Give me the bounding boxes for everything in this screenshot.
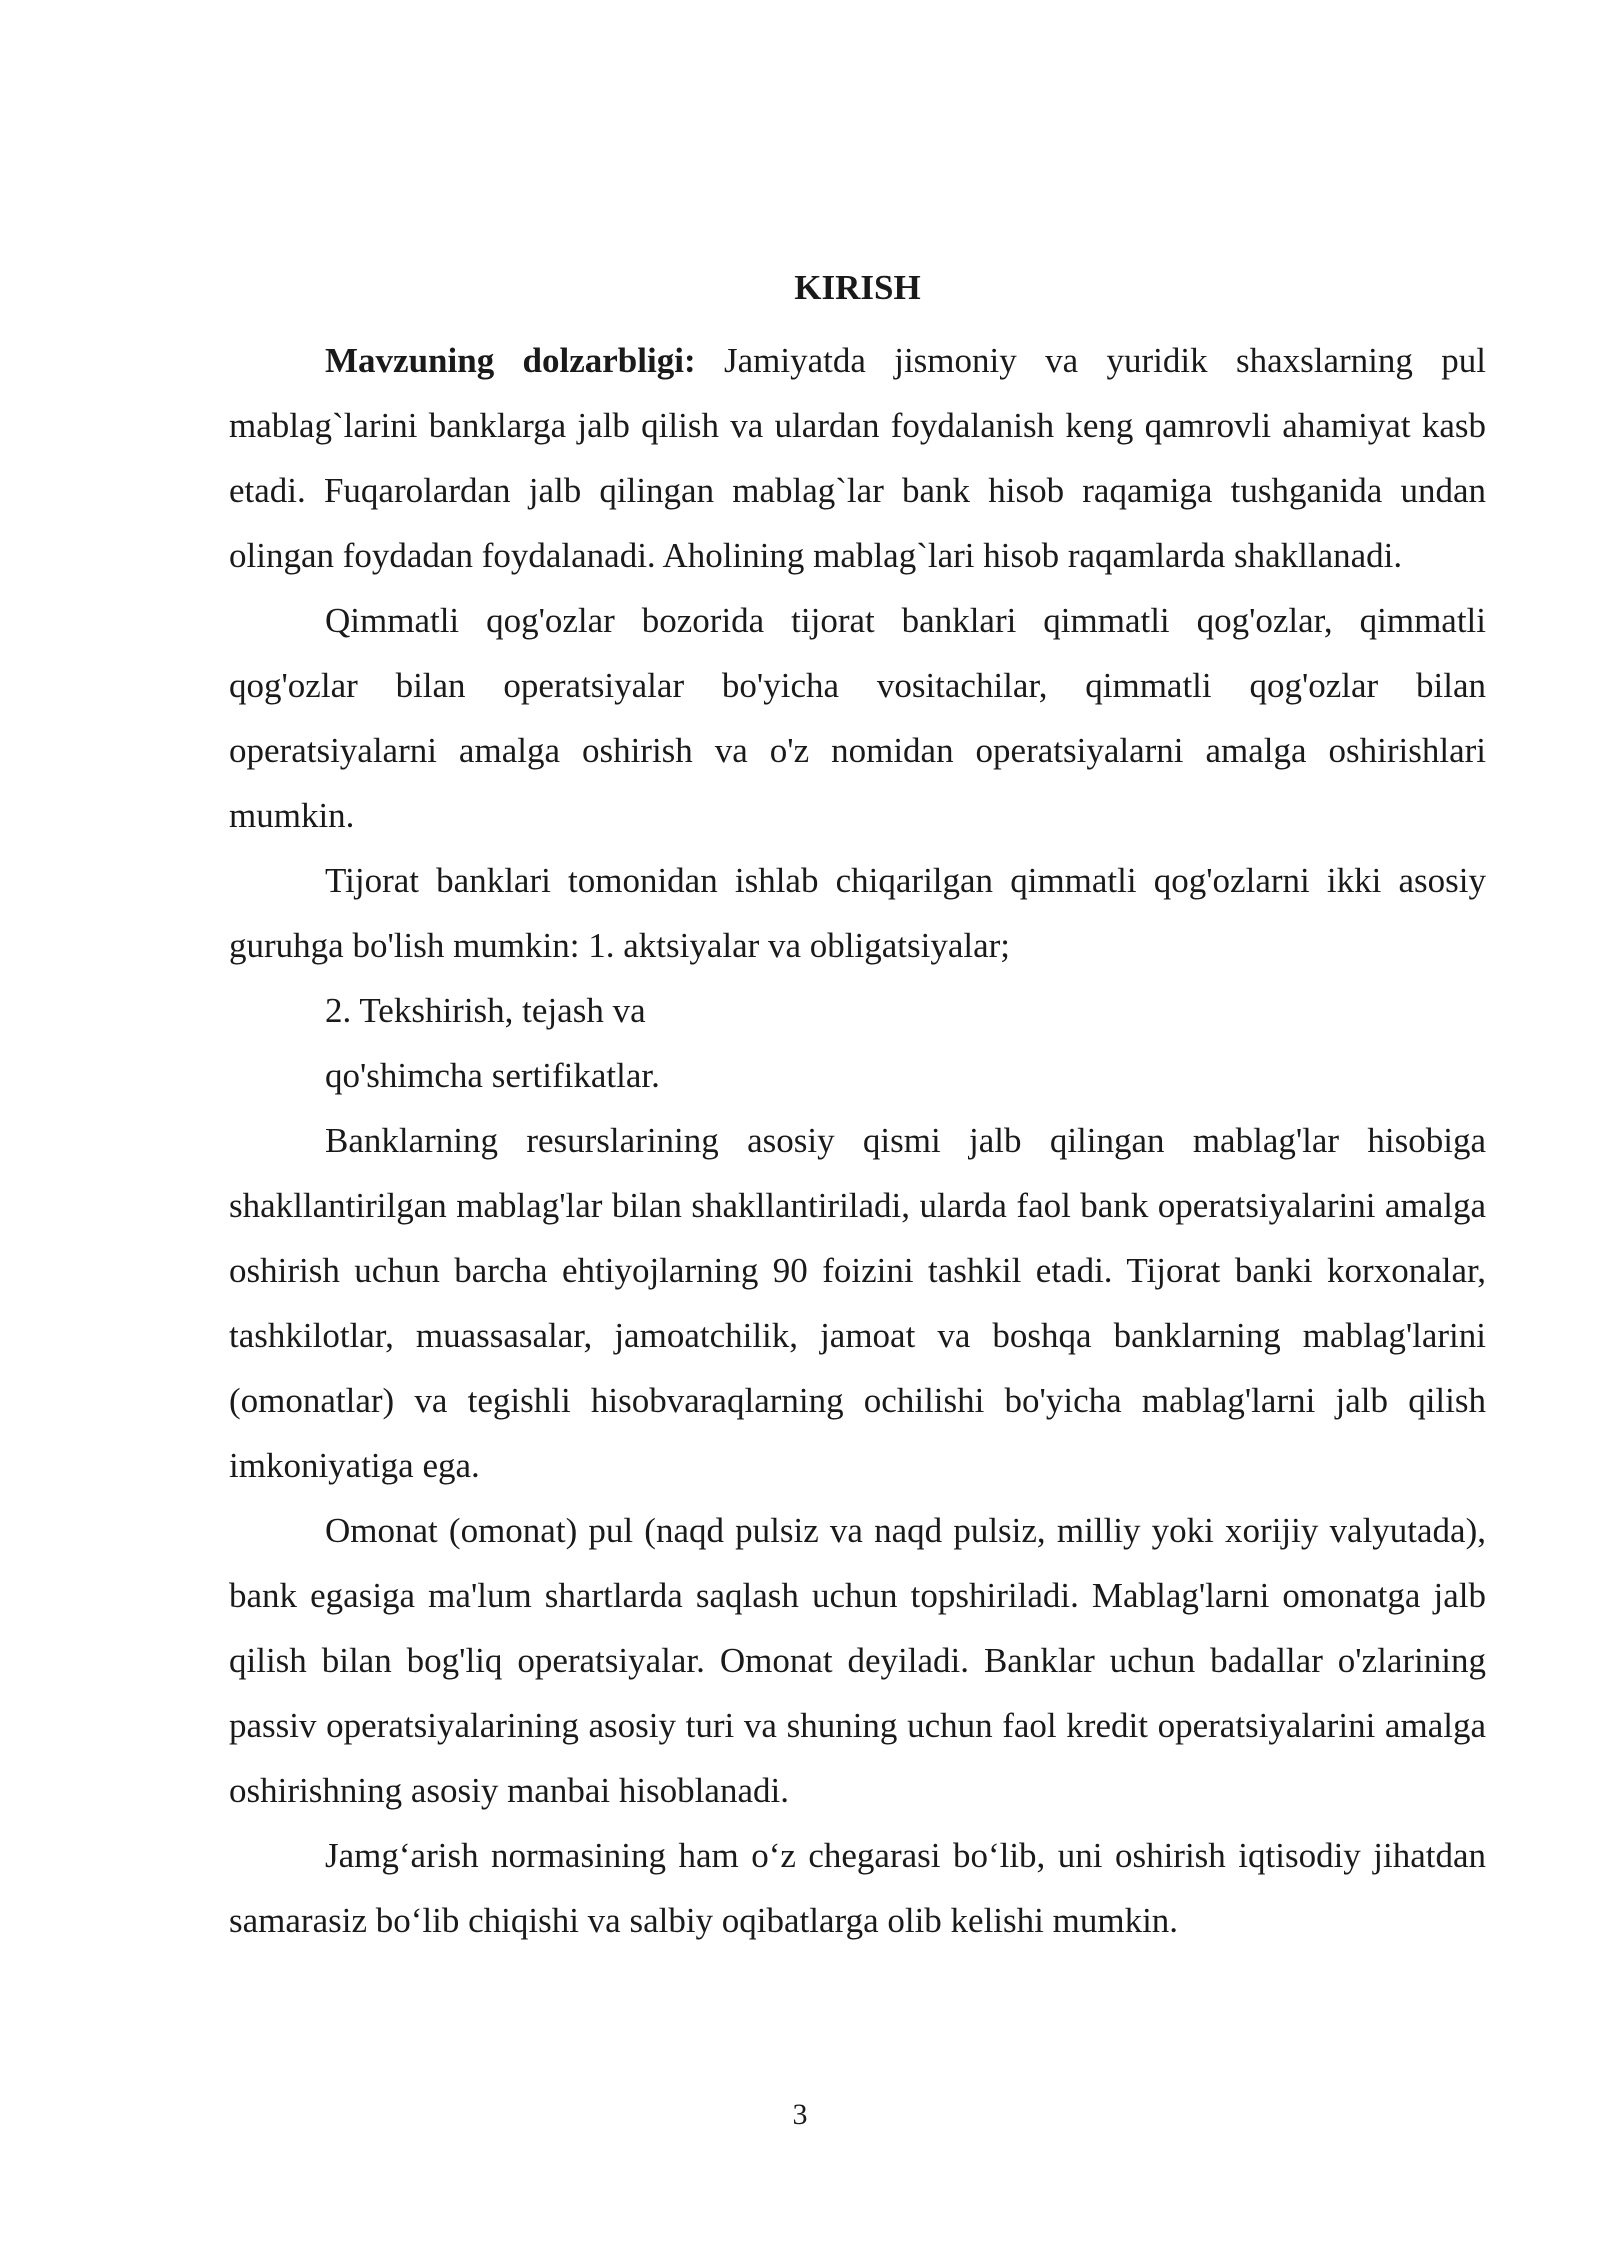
paragraph-deposits: Omonat (omonat) pul (naqd pulsiz va naqd pulsiz, milliy yoki xorijiy valyutada), bank egasiga ma'lum shartlarda saqlash uchun topshiriladi. Mablag'larni omonatga jalb qilish bilan bog'liq operatsiyalar. Omonat deyiladi. Banklar uchun badallar o'zlarining passiv operatsiyalarining asosiy turi va shuning uchun faol kredit operatsiyalarini amalga oshirishning asosiy manbai hisoblanadi. [229, 1511, 1486, 1810]
paragraph-bank-resources: Banklarning resurslarining asosiy qismi jalb qilingan mablag'lar hisobiga shakllantirilgan mablag'lar bilan shakllantiriladi, ularda faol bank operatsiyalarini amalga oshirish uchun barcha ehtiyojlarning 90 foizini tashkil etadi. Tijorat banki korxonalar, tashkilotlar, muassasalar, jamoatchilik, jamoat va boshqa banklarning mablag'larini (omonatlar) va tegishli hisobvaraqlarning ochilishi bo'yicha mablag'larni jalb qilish imkoniyatiga ega. [229, 1121, 1486, 1485]
paragraph-savings-rate: Jamg‘arish normasining ham o‘z chegarasi bo‘lib, uni oshirish iqtisodiy jihatdan samarasiz bo‘lib chiqishi va salbiy oqibatlarga olib kelishi mumkin. [229, 1836, 1486, 1940]
document-body [229, 258, 1486, 1953]
paragraph-relevance [229, 328, 1486, 588]
page-number: 3 [792, 2098, 808, 2131]
list-line-2: 2. Tekshirish, tejash va [325, 991, 646, 1030]
page-title: KIRISH [794, 268, 921, 307]
paragraph-securities-groups: Tijorat banklari tomonidan ishlab chiqarilgan qimmatli qog'ozlarni ikki asosiy guruhga bo'lish mumkin: 1. aktsiyalar va obligatsiyalar; [229, 861, 1486, 965]
paragraph-text: Jamiyatda jismoniy va yuridik shaxslarning pul mablag`larini banklarga jalb qilish va ulardan foydalanish keng qamrovli ahamiyat kasb etadi. Fuqarolardan jalb qilingan mablag`lar bank hisob raqamiga tushganida undan olingan foydadan foydalanadi. Aholining mablag`lari hisob raqamlarda shakllanadi. [229, 341, 1486, 575]
paragraph-securities-market: Qimmatli qog'ozlar bozorida tijorat banklari qimmatli qog'ozlar, qimmatli qog'ozlar bilan operatsiyalar bo'yicha vositachilar, qimmatli qog'ozlar bilan operatsiyalarni amalga oshirish va o'z nomidan operatsiyalarni amalga oshirishlari mumkin. [229, 601, 1486, 835]
list-line-certificates: qo'shimcha sertifikatlar. [325, 1056, 660, 1095]
paragraph-lead: Mavzuning dolzarbligi: [325, 341, 696, 380]
